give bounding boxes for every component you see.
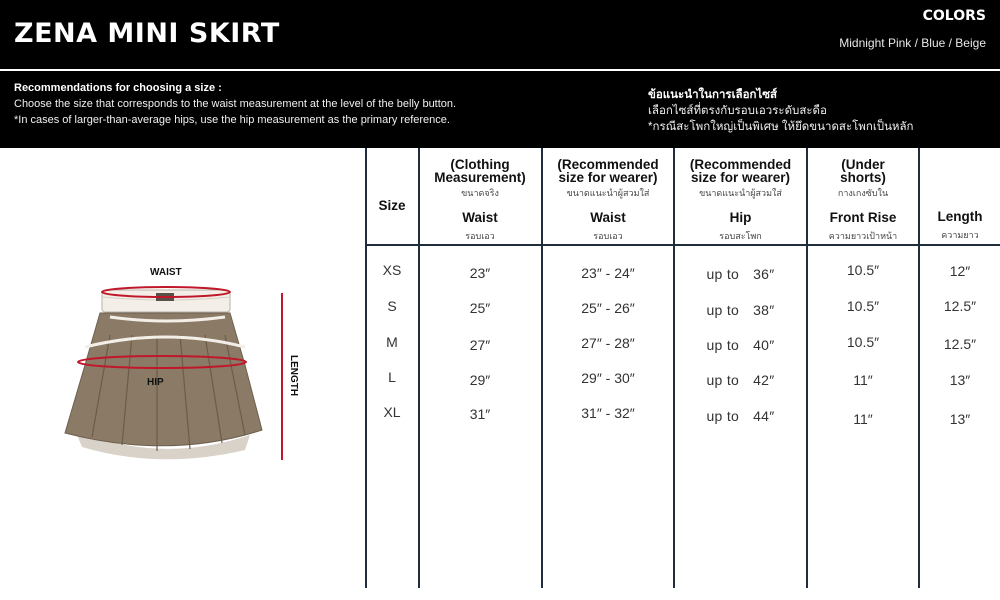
- column-label-th: ความยาวเป้าหน้า: [828, 231, 898, 241]
- column-desc-th: ขนาดจริง: [461, 188, 499, 198]
- rec-waist-cell: 23″ - 24″: [581, 265, 635, 281]
- waist-label: WAIST: [150, 267, 182, 278]
- size-cell: XL: [383, 404, 401, 420]
- rise-cell: 11″: [853, 411, 873, 427]
- column-label-th: รอบเอว: [465, 231, 495, 241]
- length-cell: 12″: [949, 263, 971, 279]
- rise-cell: 11″: [853, 372, 873, 388]
- rise-cell: 10.5″: [846, 334, 880, 350]
- hip-cell: up to 44″: [706, 408, 775, 424]
- column-label: Waist: [590, 210, 626, 225]
- size-cell: XS: [382, 262, 402, 278]
- length-cell: 13″: [949, 411, 971, 427]
- column-label: Length: [937, 209, 983, 224]
- waist-cell: 31″: [469, 406, 491, 422]
- product-title: ZENA MINI SKIRT: [14, 18, 280, 49]
- recommendations-th-line-1: เลือกไซส์ที่ตรงกับรอบเอวระดับสะดือ: [648, 105, 827, 117]
- column-desc: (Under shorts): [840, 157, 886, 185]
- column-desc-th: ขนาดแนะนำผู้สวมใส่: [566, 188, 650, 198]
- column-desc: (Recommended size for wearer): [689, 157, 792, 185]
- column-header-recommended-hip: [675, 150, 806, 244]
- rec-waist-cell: 27″ - 28″: [581, 335, 635, 351]
- hip-cell: up to 40″: [706, 337, 775, 353]
- hip-cell: up to 36″: [706, 266, 775, 282]
- column-desc-th: ขนาดแนะนำผู้สวมใส่: [699, 188, 782, 198]
- column-header-clothing-waist: [420, 150, 540, 244]
- length-cell: 13″: [949, 372, 971, 388]
- rec-waist-cell: 29″ - 30″: [581, 370, 635, 386]
- recommendations-line-2: *In cases of larger-than-average hips, use the hip measurement as the primary reference.: [14, 114, 450, 126]
- column-label: Hip: [729, 210, 752, 225]
- hip-label: HIP: [147, 377, 164, 388]
- column-header-length: [920, 150, 1000, 244]
- header-divider: [0, 69, 1000, 71]
- column-label: Front Rise: [829, 210, 897, 225]
- skirt-diagram: [40, 255, 340, 475]
- recommendations-title: Recommendations for choosing a size :: [14, 82, 222, 94]
- colors-label: COLORS: [922, 8, 986, 24]
- rec-waist-cell: 25″ - 26″: [581, 300, 635, 316]
- column-label-th: รอบเอว: [593, 231, 623, 241]
- waist-cell: 27″: [469, 337, 491, 353]
- header-row-divider: [366, 244, 1000, 246]
- rise-cell: 10.5″: [846, 298, 880, 314]
- column-header-front-rise: [808, 150, 918, 244]
- size-cell: L: [388, 369, 396, 385]
- column-desc: (Recommended size for wearer): [557, 157, 659, 185]
- header-banner: [0, 0, 1000, 148]
- recommendations-th-title: ข้อแนะนำในการเลือกไซส์: [648, 89, 778, 101]
- size-cell: M: [386, 334, 398, 350]
- column-desc: (Clothing Measurement): [434, 157, 526, 185]
- rise-cell: 10.5″: [846, 262, 880, 278]
- column-desc-th: กางเกงซับใน: [837, 188, 889, 198]
- hip-cell: up to 42″: [706, 372, 775, 388]
- size-cell: S: [387, 298, 397, 314]
- recommendations-line-1: Choose the size that corresponds to the waist measurement at the level of the belly button.: [14, 98, 457, 110]
- recommendations-th-line-2: *กรณีสะโพกใหญ่เป็นพิเศษ ให้ยึดขนาดสะโพกเป็นหลัก: [648, 121, 914, 133]
- length-label: LENGTH: [288, 355, 299, 397]
- column-label-th: รอบสะโพก: [719, 231, 762, 241]
- hip-cell: up to 38″: [706, 302, 775, 318]
- column-label-th: ความยาว: [941, 230, 979, 240]
- waist-cell: 23″: [469, 265, 491, 281]
- waist-cell: 29″: [469, 372, 491, 388]
- length-cell: 12.5″: [943, 298, 977, 314]
- colors-value: Midnight Pink / Blue / Beige: [839, 36, 986, 50]
- rec-waist-cell: 31″ - 32″: [581, 405, 635, 421]
- column-header-recommended-waist: [543, 150, 673, 244]
- column-desc: [920, 158, 1000, 199]
- length-cell: 12.5″: [943, 336, 977, 352]
- waist-cell: 25″: [469, 300, 491, 316]
- column-label: Waist: [462, 210, 498, 225]
- table-border-left: [365, 148, 367, 588]
- size-column-header: Size: [378, 198, 406, 213]
